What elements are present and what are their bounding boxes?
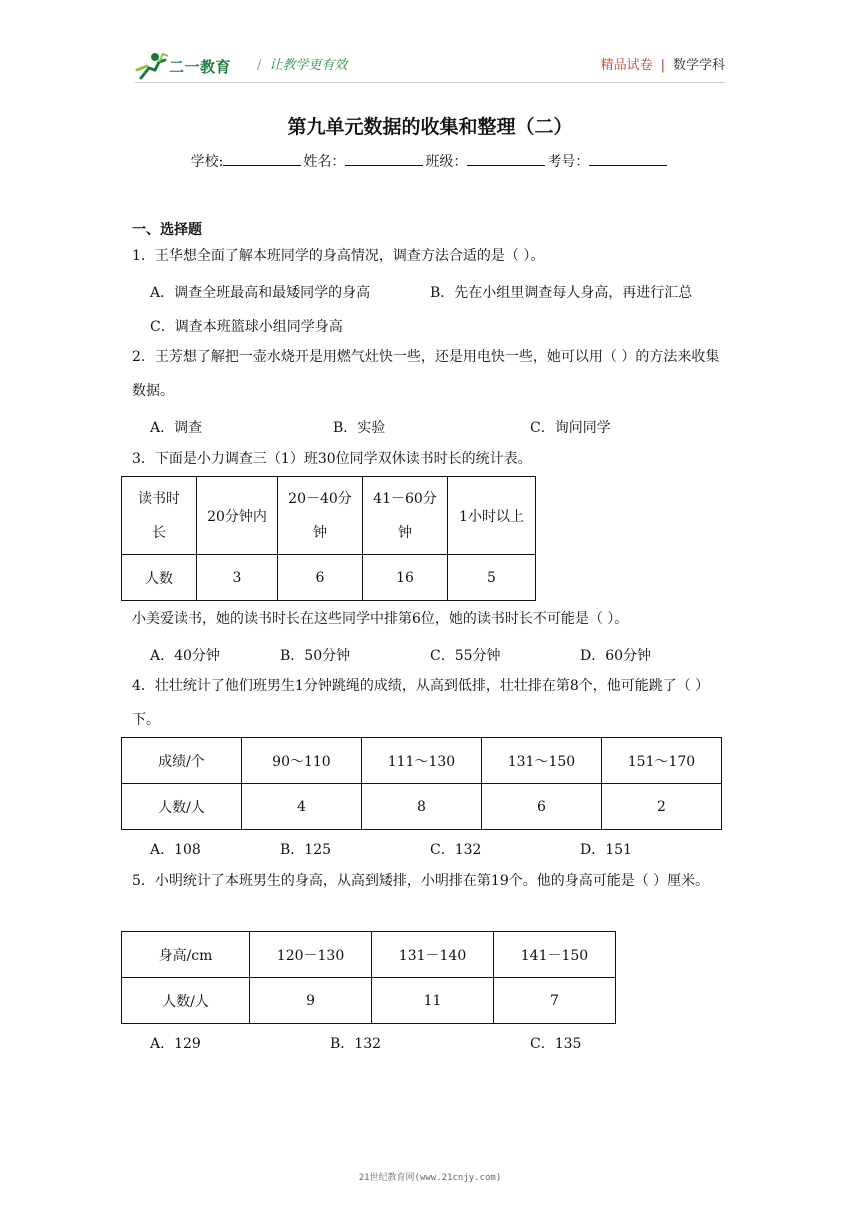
class-label: 班级： xyxy=(425,154,468,170)
header-divider xyxy=(135,82,725,83)
table-cell: 5 xyxy=(448,555,536,601)
table-header-cell: 151～170 xyxy=(601,738,721,784)
school-blank[interactable] xyxy=(223,151,301,166)
exam-no-label: 考号： xyxy=(547,154,590,170)
table-header-cell: 120－130 xyxy=(250,932,372,978)
q5-option-b[interactable]: B．132 xyxy=(330,1036,382,1052)
slogan-slash: / xyxy=(257,58,262,73)
slogan xyxy=(257,54,347,73)
table-cell: 8 xyxy=(361,784,481,830)
table-header-cell: 111～130 xyxy=(361,738,481,784)
table-cell: 6 xyxy=(481,784,601,830)
q3-option-a[interactable]: A．40分钟 xyxy=(150,648,220,664)
reading-time-table xyxy=(121,476,536,601)
q3-option-c[interactable]: C．55分钟 xyxy=(430,648,501,664)
table-cell: 11 xyxy=(372,978,494,1024)
q2-option-c[interactable]: C．询问同学 xyxy=(530,420,611,436)
table-header-cell: 131～150 xyxy=(481,738,601,784)
question-5-stem: 5．小明统计了本班男生的身高，从高到矮排，小明排在第19个。他的身高可能是（ ）厘米。 xyxy=(132,873,710,889)
exam-no-blank[interactable] xyxy=(589,151,667,166)
table-header-cell: 20－40分钟 xyxy=(278,477,363,555)
q4-option-b[interactable]: B．125 xyxy=(280,842,332,858)
header-tags xyxy=(601,54,725,73)
table-row-label: 人数 xyxy=(122,555,197,601)
q4-option-c[interactable]: C．132 xyxy=(430,842,482,858)
q2-option-b[interactable]: B．实验 xyxy=(333,420,386,436)
school-label: 学校: xyxy=(190,154,224,170)
table-cell: 3 xyxy=(197,555,278,601)
table-header-cell: 20分钟内 xyxy=(197,477,278,555)
table-header-cell: 身高/cm xyxy=(122,932,250,978)
subject-tag: 数学学科 xyxy=(672,58,725,73)
table-header-cell: 读书时长 xyxy=(122,477,197,555)
q4-option-a[interactable]: A．108 xyxy=(150,842,201,858)
slogan-text: 让教学更有效 xyxy=(269,58,348,73)
height-table xyxy=(121,931,616,1024)
table-row-label: 人数/人 xyxy=(122,784,242,830)
table-cell: 16 xyxy=(363,555,448,601)
table-header-cell: 1小时以上 xyxy=(448,477,536,555)
table-cell: 7 xyxy=(494,978,616,1024)
table-header-cell: 90～110 xyxy=(241,738,361,784)
question-4-stem: 4．壮壮统计了他们班男生1分钟跳绳的成绩，从高到低排，壮壮排在第8个，他可能跳了（ ）下。 xyxy=(132,678,710,728)
table-row-label: 人数/人 xyxy=(122,978,250,1024)
jump-rope-table xyxy=(121,737,722,830)
q1-option-b[interactable]: B．先在小组里调查每人身高，再进行汇总 xyxy=(430,285,693,301)
header-separator: | xyxy=(660,58,665,73)
q1-option-c[interactable]: C．调查本班篮球小组同学身高 xyxy=(150,319,343,335)
table-header-cell: 141－150 xyxy=(494,932,616,978)
question-3-stem: 3．下面是小力调查三（1）班30位同学双休读书时长的统计表。 xyxy=(132,451,532,467)
q5-option-a[interactable]: A．129 xyxy=(150,1036,201,1052)
question-3-followup: 小美爱读书，她的读书时长在这些同学中排第6位，她的读书时长不可能是（ ）。 xyxy=(132,611,629,627)
table-cell: 2 xyxy=(601,784,721,830)
page-title: 第九单元数据的收集和整理（二） xyxy=(287,116,573,138)
table-cell: 6 xyxy=(278,555,363,601)
q4-option-d[interactable]: D．151 xyxy=(580,842,632,858)
q3-option-d[interactable]: D．60分钟 xyxy=(580,648,652,664)
q2-option-a[interactable]: A．调查 xyxy=(150,420,203,436)
brand-name: 二一教育 xyxy=(169,58,232,76)
brand-logo xyxy=(135,52,245,80)
page-footer[interactable]: 21世纪教育网(www.21cnjy.com) xyxy=(358,1173,502,1183)
runner-icon xyxy=(135,52,169,80)
table-header-cell: 131－140 xyxy=(372,932,494,978)
quality-tag: 精品试卷 xyxy=(600,58,653,73)
table-cell: 9 xyxy=(250,978,372,1024)
question-2-stem: 2．王芳想了解把一壶水烧开是用燃气灶快一些，还是用电快一些，她可以用（ ）的方法来收集数据。 xyxy=(132,349,720,399)
q1-option-a[interactable]: A．调查全班最高和最矮同学的身高 xyxy=(150,285,371,301)
q3-option-b[interactable]: B．50分钟 xyxy=(280,648,351,664)
student-info-line xyxy=(0,151,860,171)
name-blank[interactable] xyxy=(345,151,423,166)
table-cell: 4 xyxy=(241,784,361,830)
name-label: 姓名： xyxy=(303,154,346,170)
table-header-cell: 41－60分钟 xyxy=(363,477,448,555)
question-1-stem: 1．王华想全面了解本班同学的身高情况，调查方法合适的是（ ）。 xyxy=(132,248,545,264)
page-header xyxy=(135,46,725,82)
q5-option-c[interactable]: C．135 xyxy=(530,1036,582,1052)
class-blank[interactable] xyxy=(467,151,545,166)
section-heading: 一、选择题 xyxy=(132,222,202,238)
table-header-cell: 成绩/个 xyxy=(122,738,242,784)
